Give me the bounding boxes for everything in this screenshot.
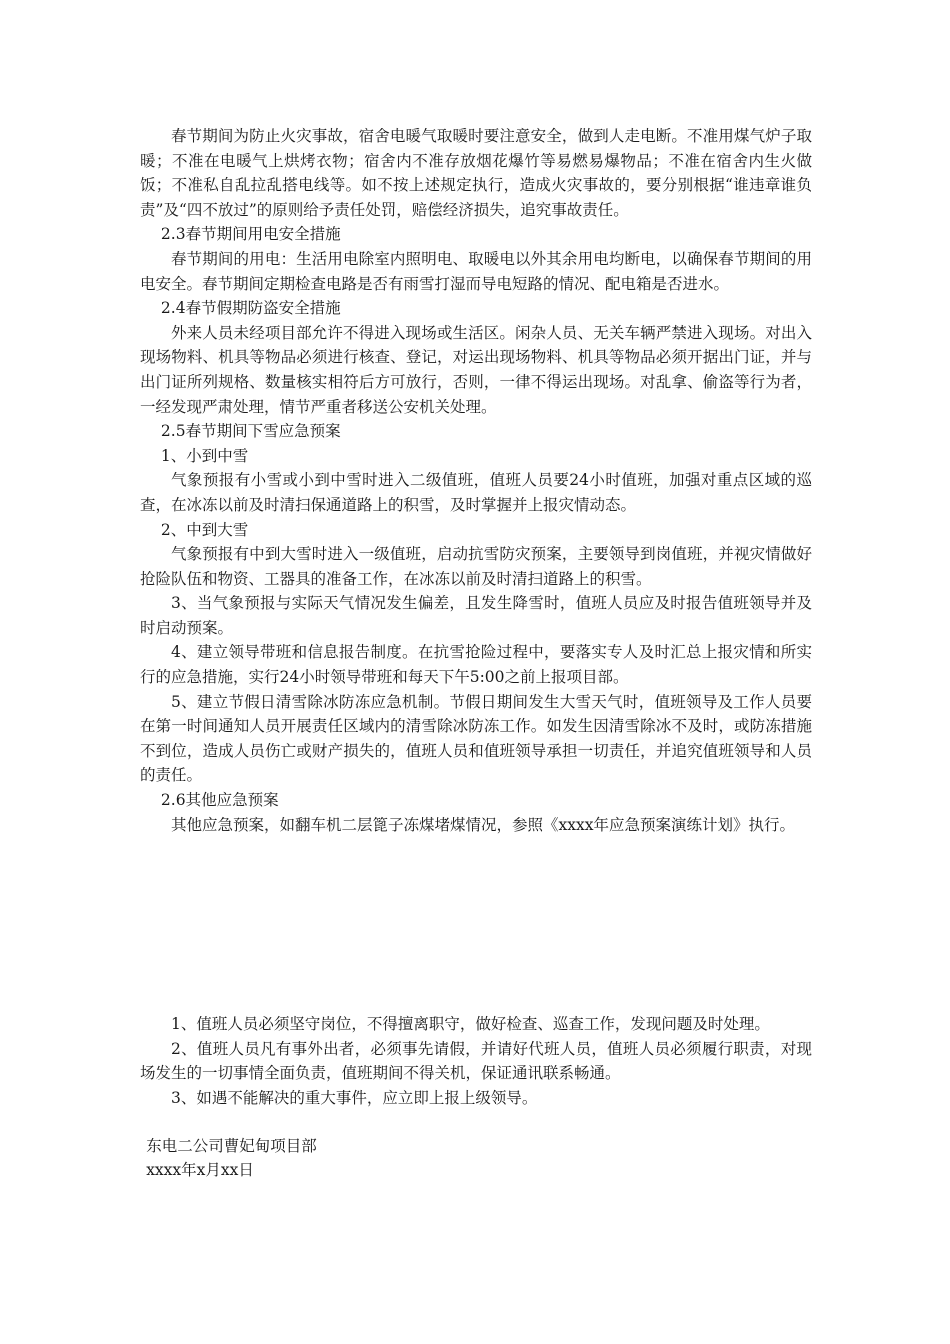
light-snow-paragraph: 气象预报有小雪或小到中雪时进入二级值班，值班人员要24小时值班，加强对重点区域的巡查，在冰冻以前及时清扫保通道路上的积雪，及时掌握并上报灾情动态。 xyxy=(140,471,812,514)
signature-organization: 东电二公司曹妃甸项目部 xyxy=(146,1136,317,1155)
section-heading-2-6: 2.6其他应急预案 xyxy=(160,791,279,810)
blank-space-small xyxy=(140,1111,812,1134)
duty-rule-3: 3、如遇不能解决的重大事件，应立即上报上级领导。 xyxy=(171,1089,538,1107)
anti-theft-paragraph: 外来人员未经项目部允许不得进入现场或生活区。闲杂人员、无关车辆严禁进入现场。对出入现场物料、机具等物品必须进行核查、登记，对运出现场物料、机具等物品必须开据出门证，并与出门证所列规格、数量核实相符后方可放行，否则，一律不得运出现场。对乱拿、偷盗等行为者，一经发现严肃处理，情节严重者移送公安机关处理。 xyxy=(140,323,812,416)
section-heading-2-3: 2.3春节期间用电安全措施 xyxy=(160,225,341,244)
leadership-duty-paragraph: 4、建立领导带班和信息报告制度。在抗雪抢险过程中，要落实专人及时汇总上报灾情和所实行的应急措施，实行24小时领导带班和每天下午5:00之前上报项目部。 xyxy=(140,643,812,687)
document-page xyxy=(140,124,812,1183)
duty-rule-2: 2、值班人员凡有事外出者，必须事先请假，并请好代班人员，值班人员必须履行职责，对现场发生的一切事情全面负责，值班期间不得关机，保证通讯联系畅通。 xyxy=(140,1039,812,1083)
snow-removal-mechanism-paragraph: 5、建立节假日清雪除冰防冻应急机制。节假日期间发生大雪天气时，值班领导及工作人员要在第一时间通知人员开展责任区域内的清雪除冰防冻工作。如发生因清雪除冰不及时，或防冻措施不到位，造成人员伤亡或财产损失的，值班人员和值班领导承担一切责任，并追究值班领导和人员的责任。 xyxy=(140,692,812,785)
subheading-heavy-snow: 2、中到大雪 xyxy=(160,520,249,539)
fire-safety-paragraph: 春节期间为防止火灾事故，宿舍电暖气取暖时要注意安全，做到人走电断。不准用煤气炉子取暖；不准在电暖气上烘烤衣物；宿舍内不准存放烟花爆竹等易燃易爆物品；不准在宿舍内生火做饭；不准私自乱拉乱搭电线等。如不按上述规定执行，造成火灾事故的，要分别根据“谁违章谁负责”及“四不放过”的原则给予责任处罚，赔偿经济损失，追究事故责任。 xyxy=(140,127,812,219)
signature-date: xxxx年x月xx日 xyxy=(146,1161,254,1180)
other-plans-paragraph: 其他应急预案，如翻车机二层篦子冻煤堵煤情况，参照《xxxx年应急预案演练计划》执行。 xyxy=(171,815,795,834)
duty-rule-1: 1、值班人员必须坚守岗位，不得擅离职守，做好检查、巡查工作，发现问题及时处理。 xyxy=(171,1015,770,1034)
subheading-light-snow: 1、小到中雪 xyxy=(160,446,249,465)
signature-block xyxy=(140,1134,812,1183)
heavy-snow-paragraph: 气象预报有中到大雪时进入一级值班，启动抗雪防灾预案，主要领导到岗值班，并视灾情做好抢险队伍和物资、工器具的准备工作，在冰冻以前及时清扫道路上的积雪。 xyxy=(140,545,812,588)
electricity-safety-paragraph: 春节期间的用电：生活用电除室内照明电、取暖电以外其余用电均断电，以确保春节期间的用电安全。春节期间定期检查电路是否有雨雪打湿而导电短路的情况、配电箱是否进水。 xyxy=(140,249,812,293)
section-heading-2-5: 2.5春节期间下雪应急预案 xyxy=(160,422,341,441)
section-heading-2-4: 2.4春节假期防盗安全措施 xyxy=(160,299,341,318)
forecast-deviation-paragraph: 3、当气象预报与实际天气情况发生偏差，且发生降雪时，值班人员应及时报告值班领导并及时启动预案。 xyxy=(140,594,812,637)
blank-space xyxy=(140,837,812,1012)
